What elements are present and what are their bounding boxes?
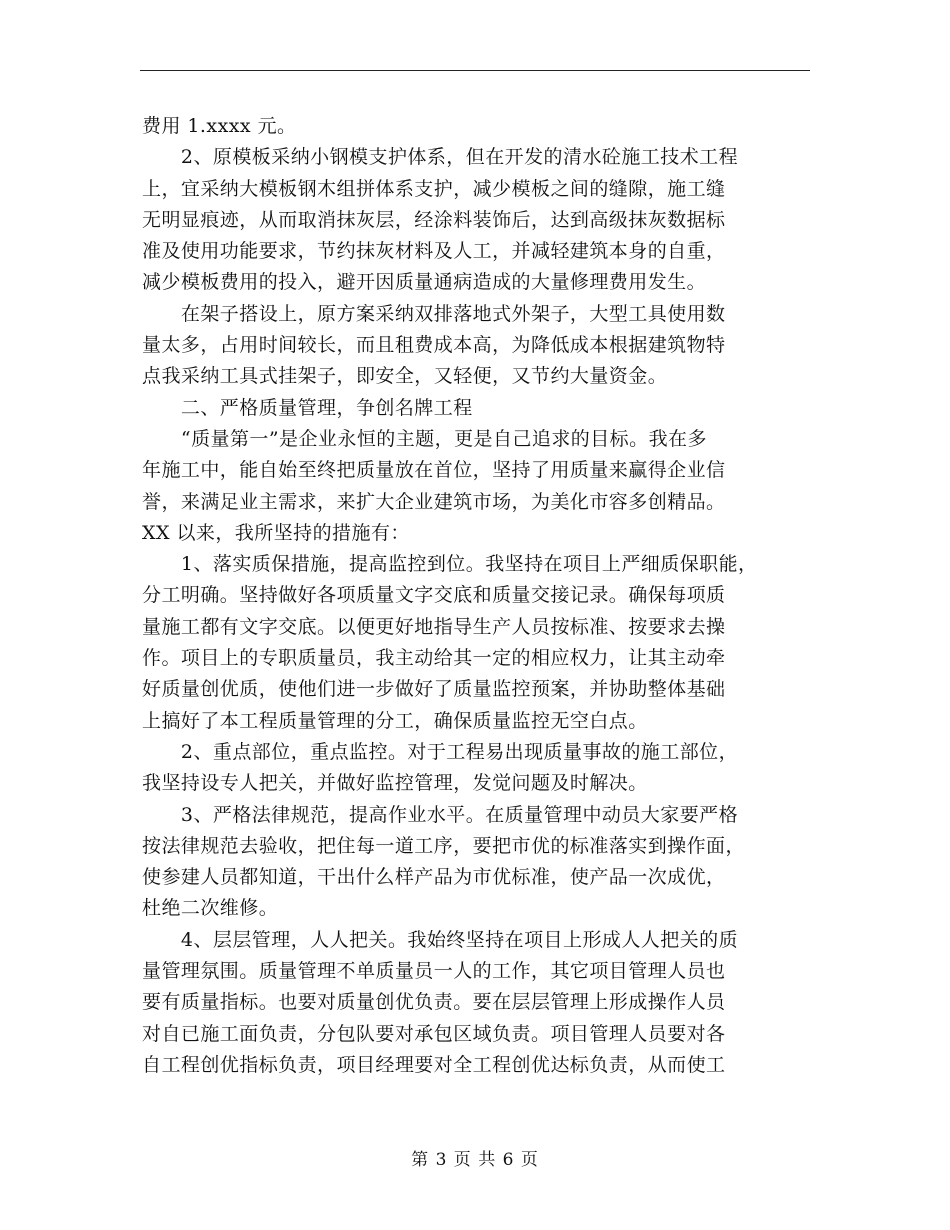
- text-line: 2、原模板采纳小钢模支护体系，但在开发的清水砼施工技术工程: [142, 146, 739, 169]
- text-line: 上，宜采纳大模板钢木组拼体系支护，减少模板之间的缝隙，施工缝: [142, 177, 726, 200]
- text-line: 上搞好了本工程质量管理的分工，确保质量监控无空白点。: [142, 709, 648, 732]
- text-line: 2、重点部位，重点监控。对于工程易出现质量事故的施工部位，: [142, 740, 739, 763]
- text-line: 量管理氛围。质量管理不单质量员一人的工作，其它项目管理人员也: [142, 960, 726, 983]
- text-line: 减少模板费用的投入，避开因质量通病造成的大量修理费用发生。: [142, 271, 707, 294]
- text-line: 准及使用功能要求，节约抹灰材料及人工，并减轻建筑本身的自重，: [142, 240, 726, 263]
- text-line: 4、层层管理，人人把关。我始终坚持在项目上形成人人把关的质: [142, 928, 739, 951]
- text-line: 在架子搭设上，原方案采纳双排落地式外架子，大型工具使用数: [142, 302, 726, 325]
- text-line: 要有质量指标。也要对质量创优负责。要在层层管理上形成操作人员: [142, 991, 726, 1014]
- text-line: 量太多，占用时间较长，而且租费成本高，为降低成本根据建筑物特: [142, 334, 726, 357]
- text-line: XX 以来，我所坚持的措施有：: [142, 521, 410, 544]
- text-line: 3、严格法律规范，提高作业水平。在质量管理中动员大家要严格: [142, 803, 739, 826]
- text-line: 誉，来满足业主需求，来扩大企业建筑市场，为美化市容多创精品。: [142, 490, 726, 513]
- text-line: 点我采纳工具式挂架子，即安全，又轻便，又节约大量资金。: [142, 365, 668, 388]
- text-line: 二、严格质量管理，争创名牌工程: [142, 396, 473, 419]
- text-line: 好质量创优质，使他们进一步做好了质量监控预案，并协助整体基础: [142, 678, 726, 701]
- text-line: 作。项目上的专职质量员，我主动给其一定的相应权力，让其主动牵: [142, 647, 726, 670]
- body-text: [142, 111, 822, 1081]
- text-line: 我坚持设专人把关，并做好监控管理，发觉问题及时解决。: [142, 772, 648, 795]
- text-line: 使参建人员都知道，干出什么样产品为市优标准，使产品一次成优，: [142, 866, 726, 889]
- text-line: 自工程创优指标负责，项目经理要对全工程创优达标负责，从而使工: [142, 1053, 726, 1076]
- text-line: 无明显痕迹，从而取消抹灰层，经涂料装饰后，达到高级抹灰数据标: [142, 208, 726, 231]
- text-line: 费用 1.xxxx 元。: [142, 115, 297, 137]
- text-line: 按法律规范去验收，把住每一道工序，要把市优的标准落实到操作面，: [142, 834, 745, 857]
- text-line: 年施工中，能自始至终把质量放在首位，坚持了用质量来赢得企业信: [142, 459, 726, 482]
- text-line: 杜绝二次维修。: [142, 897, 279, 920]
- text-line: 1、落实质保措施，提高监控到位。我坚持在项目上严细质保职能，: [142, 553, 758, 576]
- header-rule: [140, 70, 810, 71]
- page-footer: 第 3 页 共 6 页: [411, 1150, 539, 1170]
- text-line: 分工明确。坚持做好各项质量文字交底和质量交接记录。确保每项质: [142, 584, 726, 607]
- text-line: 量施工都有文字交底。以便更好地指导生产人员按标准、按要求去操: [142, 615, 726, 638]
- text-line: 对自已施工面负责，分包队要对承包区域负责。项目管理人员要对各: [142, 1022, 726, 1045]
- text-line: “质量第一”是企业永恒的主题，更是自己追求的目标。我在多: [142, 427, 707, 450]
